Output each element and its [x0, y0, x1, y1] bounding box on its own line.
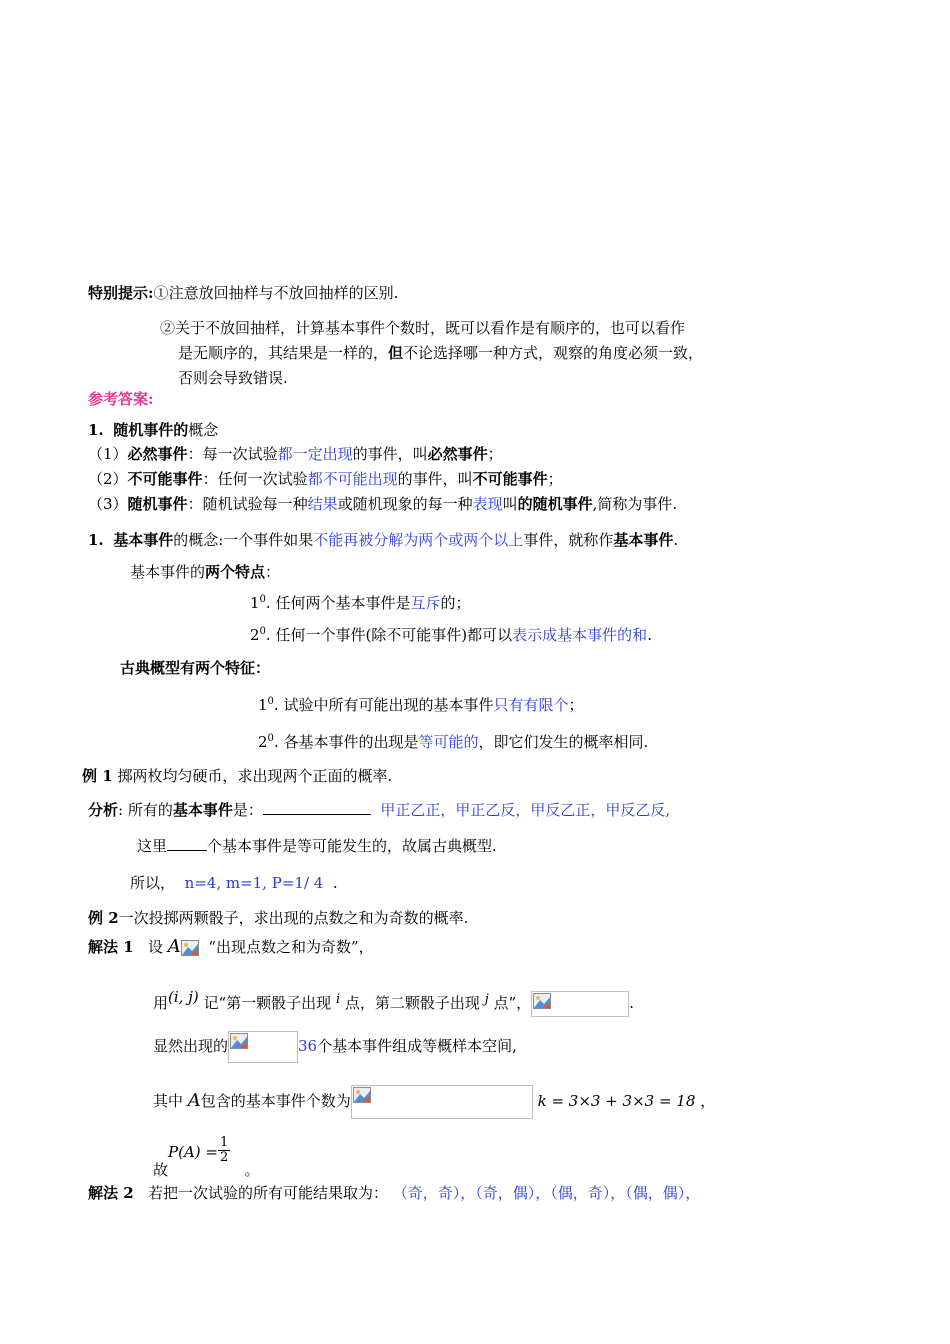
- term: 必然事件: [427, 445, 488, 463]
- text: 的；: [440, 594, 471, 612]
- text: 叫: [502, 495, 518, 513]
- tip-label: 特别提示:: [88, 284, 154, 302]
- broken-image-icon: [531, 991, 629, 1017]
- text: ：任何一次试验: [202, 470, 308, 488]
- tip-text-3c: 不论选择哪一种方式，观察的角度必须一致，: [403, 344, 704, 362]
- text: 故: [153, 1161, 169, 1179]
- superscript: 0: [259, 594, 266, 605]
- blank-underline: [167, 836, 207, 851]
- tip-line-2: [160, 318, 685, 338]
- item-certain-event: [88, 444, 503, 464]
- text: 显然出现的: [153, 1037, 229, 1055]
- section-1-heading: [88, 420, 218, 440]
- tip-line-4: 否则会导致错误.: [178, 369, 288, 387]
- text: . 任何一个事件(除不可能事件)都可以: [265, 626, 513, 644]
- text: 用: [153, 994, 169, 1012]
- term: 两个特点: [205, 563, 266, 581]
- answer-fill: 都不可能出现: [307, 470, 398, 488]
- features-heading: [130, 562, 280, 582]
- text: 的事件，叫: [352, 445, 428, 463]
- circle-one: ①: [153, 284, 169, 302]
- text: ；: [568, 696, 584, 714]
- text: .: [647, 626, 652, 644]
- example-text: 一次投掷两颗骰子，求出现的点数之和为奇数的概率.: [118, 909, 469, 927]
- text: 设: [147, 938, 163, 956]
- example-1-here: [137, 836, 497, 856]
- item-prefix: （1）: [88, 445, 128, 463]
- tip-text-1: 注意放回抽样与不放回抽样的区别.: [168, 284, 399, 302]
- feature-1: [250, 590, 471, 613]
- answer-fill: 36: [298, 1037, 318, 1055]
- term: 的随机事件: [517, 495, 593, 513]
- math-pair: (i, j): [168, 988, 199, 1006]
- solution-1-line-5: [153, 1132, 260, 1190]
- feature-number: 1: [258, 696, 268, 714]
- superscript: 0: [267, 733, 274, 744]
- solution-label: 解法 2: [88, 1184, 134, 1202]
- text: 个基本事件是等可能发生的，故属古典概型.: [207, 837, 497, 855]
- text: “出现点数之和为奇数”，: [208, 938, 374, 956]
- example-text: 掷两枚均匀硬币，求出现两个正面的概率.: [117, 767, 393, 785]
- text: . 各基本事件的出现是: [273, 733, 419, 751]
- fraction: [218, 1136, 230, 1165]
- tip-line-1: [88, 283, 398, 303]
- example-1: [82, 766, 392, 786]
- text: 是：: [232, 801, 263, 819]
- solution-1-line-4: [153, 1084, 715, 1119]
- answer-fill: 表示成基本事件的和: [512, 626, 648, 644]
- term: 基本事件: [613, 531, 674, 549]
- example-1-so: [130, 873, 338, 893]
- text: ；: [547, 470, 563, 488]
- answer-title: 参考答案:: [88, 390, 154, 408]
- text: 个基本事件组成等概样本空间,: [317, 1037, 517, 1055]
- feature-number: 2: [250, 626, 260, 644]
- text: 这里: [137, 837, 168, 855]
- text: ，即它们发生的概率相同.: [478, 733, 649, 751]
- term: 基本事件: [113, 531, 174, 549]
- text: 点，第二颗骰子出现: [344, 994, 480, 1012]
- feature-number: 2: [258, 733, 268, 751]
- solution-1-line-2: [153, 984, 634, 1017]
- answer-fill: 不能再被分解为两个或两个以上: [313, 531, 524, 549]
- circle-two: ②: [160, 319, 176, 337]
- text: ,简称为事件.: [592, 495, 678, 513]
- answer-fill: 甲正乙正，甲正乙反，甲反乙正，甲反乙反,: [380, 801, 671, 819]
- term: 必然事件: [127, 445, 188, 463]
- analysis-label: 分析: [88, 801, 119, 819]
- item-prefix: （2）: [88, 470, 128, 488]
- section-2-number: 1.: [88, 531, 104, 549]
- text: ；: [487, 445, 503, 463]
- text: 其中: [153, 1092, 184, 1110]
- tip-line-3: [178, 343, 703, 363]
- text: 或随机现象的每一种: [337, 495, 473, 513]
- term: 不可能事件: [127, 470, 203, 488]
- classic-model-heading: 古典概型有两个特征：: [120, 659, 271, 677]
- term: 不可能事件: [472, 470, 548, 488]
- superscript: 0: [267, 696, 274, 707]
- solution-1-line-3: [153, 1030, 517, 1063]
- broken-image-icon: [181, 940, 199, 956]
- fraction-denominator: 2: [219, 1150, 229, 1165]
- answer-fill: 结果: [307, 495, 338, 513]
- math-symbol: A: [187, 1090, 201, 1111]
- item-prefix: （3）: [88, 495, 128, 513]
- broken-image-icon: [351, 1085, 533, 1119]
- blank-underline: [263, 800, 371, 815]
- tip-text-2: 关于不放回抽样，计算基本事件个数时，既可以看作是有顺序的，也可以看作: [175, 319, 686, 337]
- text: 的事件，叫: [397, 470, 473, 488]
- tip-text-3b: 但: [388, 344, 404, 362]
- text: ：: [265, 563, 281, 581]
- feature-number: 1: [250, 594, 260, 612]
- example-label: 例 1: [82, 767, 113, 785]
- text: 的概念:一个事件如果: [173, 531, 314, 549]
- text: .: [629, 994, 634, 1012]
- text: 记“第一颗骰子出现: [203, 994, 332, 1012]
- text: ：每一次试验: [187, 445, 278, 463]
- text: 基本事件的: [130, 563, 206, 581]
- section-2-heading: [88, 530, 678, 550]
- answer-fill: 互斥: [410, 594, 441, 612]
- text: 所以，: [130, 874, 176, 892]
- text: . 任何两个基本事件是: [265, 594, 411, 612]
- broken-image-icon: [228, 1031, 298, 1063]
- example-2: [88, 908, 468, 928]
- term: 随机事件: [127, 495, 188, 513]
- fraction-numerator: 1: [219, 1135, 229, 1150]
- item-impossible-event: [88, 469, 563, 489]
- example-label: 例 2: [88, 909, 119, 927]
- section-1-title-bold: 随机事件的: [113, 421, 189, 439]
- answer-fill: 表现: [472, 495, 503, 513]
- text: .: [332, 874, 338, 892]
- text: 事件，就称作: [523, 531, 614, 549]
- answer-fill: （奇，奇），（奇，偶），（偶，奇），（偶，偶），: [392, 1184, 701, 1202]
- tip-text-3a: 是无顺序的，其结果是一样的，: [178, 344, 389, 362]
- answer-fill: 只有有限个: [493, 696, 569, 714]
- solution-label: 解法 1: [88, 938, 134, 956]
- answer-fill: 都一定出现: [277, 445, 353, 463]
- classic-feature-1: [258, 692, 584, 715]
- item-random-event: [88, 494, 677, 514]
- text: ，: [700, 1092, 716, 1110]
- math-symbol: j: [484, 992, 489, 1007]
- solution-1-line-1: [88, 937, 374, 957]
- math-symbol: i: [335, 992, 341, 1007]
- text: . 试验中所有可能出现的基本事件: [273, 696, 494, 714]
- superscript: 0: [259, 626, 266, 637]
- text: : 所有的: [118, 801, 173, 819]
- text: 若把一次试验的所有可能结果取为：: [147, 1184, 388, 1202]
- text: ：随机试验每一种: [187, 495, 308, 513]
- section-1-title: 概念: [188, 421, 219, 439]
- classic-feature-2: [258, 729, 648, 752]
- term: 基本事件: [172, 801, 233, 819]
- math-expression: P(A) =: [168, 1143, 218, 1161]
- math-expression: k = 3×3 + 3×3 = 18: [537, 1092, 696, 1110]
- section-1-number: 1.: [88, 421, 104, 439]
- solution-2: [88, 1183, 700, 1203]
- text: 点”，: [493, 994, 532, 1012]
- answer-fill: n=4, m=1, P=1/ 4: [184, 874, 324, 892]
- text: .: [673, 531, 679, 549]
- text: 包含的基本事件个数为: [200, 1092, 351, 1110]
- text: 。: [244, 1161, 260, 1179]
- example-1-analysis: [88, 800, 670, 820]
- answer-fill: 等可能的: [418, 733, 479, 751]
- math-symbol: A: [167, 936, 181, 957]
- feature-2: [250, 622, 652, 645]
